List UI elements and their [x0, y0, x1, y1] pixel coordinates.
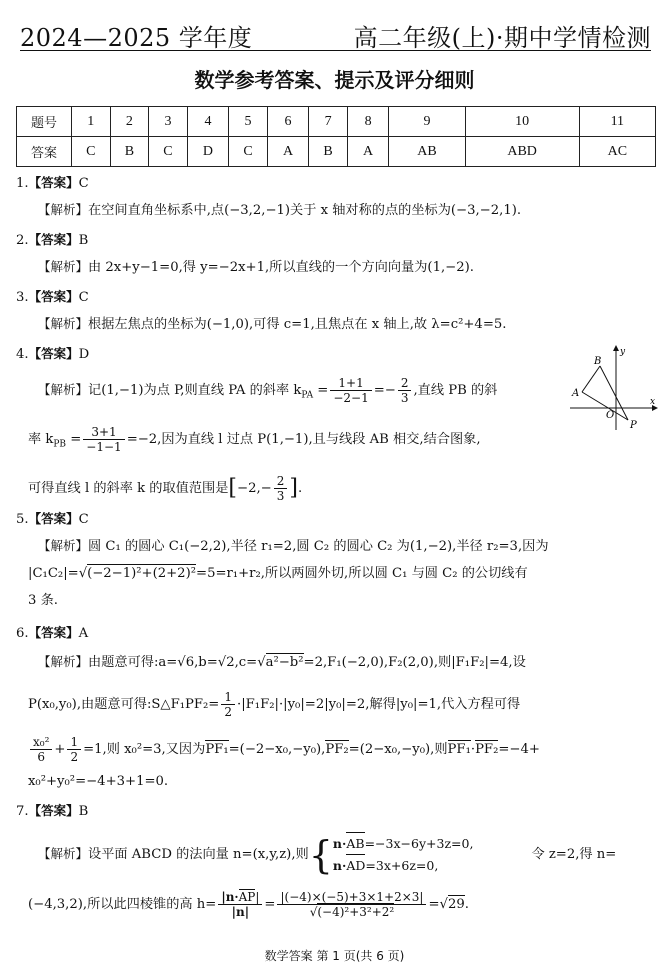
fraction-denominator: 2	[224, 705, 233, 719]
answer-tag: 【答案】	[28, 346, 79, 361]
fraction-numerator: 3+1	[83, 425, 124, 440]
q7-explanation-line-2	[28, 890, 655, 919]
equation-row	[333, 855, 474, 877]
explanation-tag: 【解析】	[38, 259, 89, 274]
q4-text: −2,−	[237, 481, 272, 496]
q7-answer: B	[78, 804, 89, 819]
fraction-denominator: 3	[276, 489, 285, 503]
fraction-denominator: 2	[70, 750, 79, 764]
question-number-cell: 7	[309, 107, 348, 137]
fraction-denominator	[277, 905, 426, 919]
explanation-tag: 【解析】	[38, 846, 89, 861]
explanation-tag: 【解析】	[38, 382, 89, 397]
vector-AB: AB	[346, 833, 364, 855]
q6-text: x₀²+y₀²=−4+3+1=0.	[28, 774, 169, 789]
answer-tag: 【答案】	[28, 175, 79, 190]
answer-table-row-label: 题号	[17, 107, 72, 137]
q7-number: 7.	[16, 804, 29, 819]
q6-answer: A	[78, 626, 89, 641]
answer-table	[16, 106, 656, 167]
q7-text: n·	[332, 835, 347, 851]
q7-radicand: 29	[447, 897, 465, 912]
q5-text: 圆 C₁ 的圆心 C₁(−2,2),半径 r₁=2,圆 C₂ 的圆心 C₂ 为(1,−2),半径 r₂=3,因为	[88, 539, 549, 554]
point-P-label: P	[630, 420, 637, 431]
q3-answer: C	[78, 290, 89, 305]
equation-row	[333, 833, 474, 855]
point-A-label: A	[572, 388, 580, 399]
q6-fraction	[67, 735, 81, 764]
answer-table-row-answers	[17, 137, 656, 167]
q4-fraction	[330, 376, 371, 405]
page-header	[20, 14, 651, 51]
q4-fraction	[83, 425, 124, 454]
answer-cell: B	[309, 137, 348, 167]
q6-number: 6.	[16, 626, 29, 641]
q6-text: =(−2−x₀,−y₀),	[228, 742, 326, 757]
q7-text: 设平面 ABCD 的法向量 n=(x,y,z),则	[88, 847, 309, 862]
left-bracket: [	[228, 475, 238, 501]
system-brace: {	[308, 832, 333, 877]
q4-text: =−	[373, 383, 396, 398]
question-number-cell: 11	[579, 107, 655, 137]
q6-text: =(2−x₀,−y₀),则	[348, 742, 448, 757]
fraction-numerator: 1	[67, 735, 81, 750]
fraction-numerator: 2	[398, 376, 412, 391]
page-footer: 数学答案 第 1 页(共 6 页)	[264, 949, 405, 963]
q7-explanation-line-1	[38, 830, 655, 878]
question-number-cell: 8	[347, 107, 388, 137]
q7-text: √	[309, 905, 318, 919]
answer-cell: C	[72, 137, 111, 167]
q2-explanation	[38, 258, 655, 277]
q2-explanation-text: 由 2x+y−1=0,得 y=−2x+1,所以直线的一个方向向量为(1,−2).	[88, 260, 474, 275]
q5-explanation-line-3	[28, 592, 655, 610]
answer-tag: 【答案】	[28, 625, 79, 640]
vector-PF2: PF₂	[325, 742, 349, 757]
answer-cell: C	[229, 137, 268, 167]
answer-cell: AC	[579, 137, 655, 167]
answer-tag: 【答案】	[28, 232, 79, 247]
q7-text: 令 z=2,得 n=	[531, 847, 617, 862]
answer-cell: A	[267, 137, 308, 167]
vector-PF1: PF₁	[447, 742, 471, 757]
q3-explanation	[38, 315, 655, 334]
q6-text: =−4+	[498, 742, 540, 757]
q7-text: =√	[428, 897, 448, 912]
q3-answer-line	[16, 288, 655, 307]
q4-subscript: PA	[301, 390, 314, 401]
q6-text: +	[54, 742, 66, 757]
y-axis-arrow	[613, 345, 619, 351]
q5-number: 5.	[16, 512, 29, 527]
q3-number: 3.	[16, 290, 29, 305]
answer-table-row-numbers	[17, 107, 656, 137]
right-bracket: ]	[289, 475, 298, 501]
q7-text: |	[255, 890, 260, 904]
q6-answer-line	[16, 624, 655, 643]
q1-number: 1.	[16, 176, 29, 191]
q4-answer: D	[78, 347, 90, 362]
q4-text: 率 k	[28, 432, 54, 447]
fraction-numerator: |(−4)×(−5)+3×1+2×3|	[277, 890, 426, 905]
q7-text: (−4,3,2),所以此四棱锥的高 h=	[28, 897, 217, 912]
vector-PF1: PF₁	[205, 742, 229, 757]
q2-answer-line	[16, 231, 655, 250]
header-year: 2024—2025 学年度	[20, 24, 253, 52]
explanation-tag: 【解析】	[38, 202, 89, 217]
q7-text: .	[464, 897, 469, 912]
answer-cell: AB	[389, 137, 465, 167]
q7-text: =−3x−6y+3z=0,	[364, 835, 474, 851]
q1-answer-line	[16, 174, 655, 193]
q4-fraction	[274, 474, 288, 503]
q7-answer-line	[16, 802, 655, 821]
header-exam: 高二年级(上)·期中学情检测	[353, 24, 651, 52]
q6-text: =2,F₁(−2,0),F₂(2,0),则|F₁F₂|=4,设	[303, 655, 526, 670]
q7-text: n·	[332, 857, 347, 873]
q4-text: .	[297, 481, 303, 496]
question-number-cell: 6	[267, 107, 308, 137]
q4-text: =	[313, 383, 329, 398]
q4-explanation-line-3	[28, 474, 655, 503]
q5-text: |C₁C₂|=√	[28, 566, 88, 581]
q6-fraction	[30, 735, 52, 764]
question-number-cell: 10	[465, 107, 579, 137]
q4-text: =	[66, 432, 82, 447]
answer-cell: D	[187, 137, 228, 167]
q6-fraction	[221, 690, 235, 719]
fraction-denominator: 3	[400, 391, 409, 405]
q2-answer: B	[78, 233, 89, 248]
q4-text: 记(1,−1)为点 P,则直线 PA 的斜率 k	[88, 383, 302, 398]
vector-AD: AD	[346, 855, 365, 877]
question-number-cell: 2	[110, 107, 149, 137]
q4-text: ,直线 PB 的斜	[413, 383, 498, 398]
fraction-denominator: −2−1	[333, 391, 369, 405]
q7-text: =3x+6z=0,	[365, 857, 439, 873]
vector-PF2: PF₂	[475, 742, 499, 757]
segment-AB	[582, 366, 600, 392]
question-number-cell: 3	[149, 107, 188, 137]
q7-equation-system	[333, 833, 474, 877]
explanation-tag: 【解析】	[38, 654, 89, 669]
document-title: 数学参考答案、提示及评分细则	[194, 68, 475, 92]
answer-tag: 【答案】	[28, 803, 79, 818]
q7-radicand: (−4)²+3²+2²	[317, 905, 395, 919]
q5-explanation-line-2	[28, 565, 655, 583]
answer-cell: ABD	[465, 137, 579, 167]
q4-number: 4.	[16, 347, 29, 362]
question-number-cell: 5	[229, 107, 268, 137]
q6-explanation-line-1	[38, 653, 655, 672]
q1-explanation-text: 在空间直角坐标系中,点(−3,2,−1)关于 x 轴对称的点的坐标为(−3,−2,1).	[88, 203, 522, 218]
q6-explanation-line-4	[28, 773, 655, 791]
origin-label: O	[606, 410, 615, 421]
q7-fraction	[277, 890, 426, 919]
q4-figure	[562, 342, 662, 434]
q4-text: =−2,因为直线 l 过点 P(1,−1),且与线段 AB 相交,结合图象,	[126, 432, 481, 447]
fraction-denominator: 6	[37, 750, 46, 764]
q6-explanation-line-2	[28, 690, 655, 719]
y-axis-label: y	[620, 347, 626, 357]
q7-text: =	[264, 897, 276, 912]
q7-text: |n·	[221, 890, 239, 904]
answer-tag: 【答案】	[28, 289, 79, 304]
question-number-cell: 1	[72, 107, 111, 137]
q4-subscript: PB	[53, 439, 67, 450]
answer-table-row-label: 答案	[17, 137, 72, 167]
q4-text: 可得直线 l 的斜率 k 的取值范围是	[28, 481, 229, 496]
q5-explanation-line-1	[38, 537, 655, 556]
q4-explanation-line-1	[38, 376, 559, 405]
fraction-numerator: 1	[221, 690, 235, 705]
q1-explanation	[38, 201, 655, 220]
q6-explanation-line-3	[28, 735, 655, 764]
fraction-numerator: 1+1	[330, 376, 371, 391]
answer-tag: 【答案】	[28, 511, 79, 526]
question-number-cell: 9	[389, 107, 465, 137]
q4-answer-line	[16, 345, 655, 364]
q6-text: 由题意可得:a=√6,b=√2,c=√	[88, 655, 266, 670]
q2-number: 2.	[16, 233, 29, 248]
fraction-denominator: |n|	[231, 905, 250, 919]
q6-text: ·	[470, 742, 476, 757]
q7-fraction	[218, 890, 262, 919]
question-number-cell: 4	[187, 107, 228, 137]
q5-text: =5=r₁+r₂,所以两圆外切,所以圆 C₁ 与圆 C₂ 的公切线有	[196, 566, 528, 581]
q3-explanation-text: 根据左焦点的坐标为(−1,0),可得 c=1,且焦点在 x 轴上,故 λ=c²+4=5.	[88, 317, 507, 332]
q5-answer-line	[16, 510, 655, 529]
fraction-numerator	[218, 890, 262, 905]
q6-text: P(x₀,y₀),由题意可得:S△F₁PF₂=	[28, 697, 220, 712]
vector-AP: AP	[238, 890, 256, 904]
answer-cell: B	[110, 137, 149, 167]
explanation-tag: 【解析】	[38, 538, 89, 553]
q4-explanation-line-2	[28, 425, 559, 454]
point-B-label: B	[594, 356, 602, 367]
answer-cell: C	[149, 137, 188, 167]
fraction-numerator: x₀²	[30, 735, 52, 750]
q6-text: ·|F₁F₂|·|y₀|=2|y₀|=2,解得|y₀|=1,代入方程可得	[237, 697, 521, 712]
x-axis-label: x	[650, 397, 656, 407]
q1-answer: C	[78, 176, 89, 191]
q4-fraction	[398, 376, 412, 405]
q6-text: =1,则 x₀²=3,又因为	[83, 742, 206, 757]
fraction-numerator: 2	[274, 474, 288, 489]
fraction-denominator: −1−1	[86, 440, 122, 454]
q6-radicand: a²−b²	[265, 655, 304, 670]
answer-cell: A	[347, 137, 388, 167]
explanation-tag: 【解析】	[38, 316, 89, 331]
q5-text: 3 条.	[28, 593, 58, 608]
q5-radicand: (−2−1)²+(2+2)²	[87, 566, 197, 581]
q5-answer: C	[78, 512, 89, 527]
